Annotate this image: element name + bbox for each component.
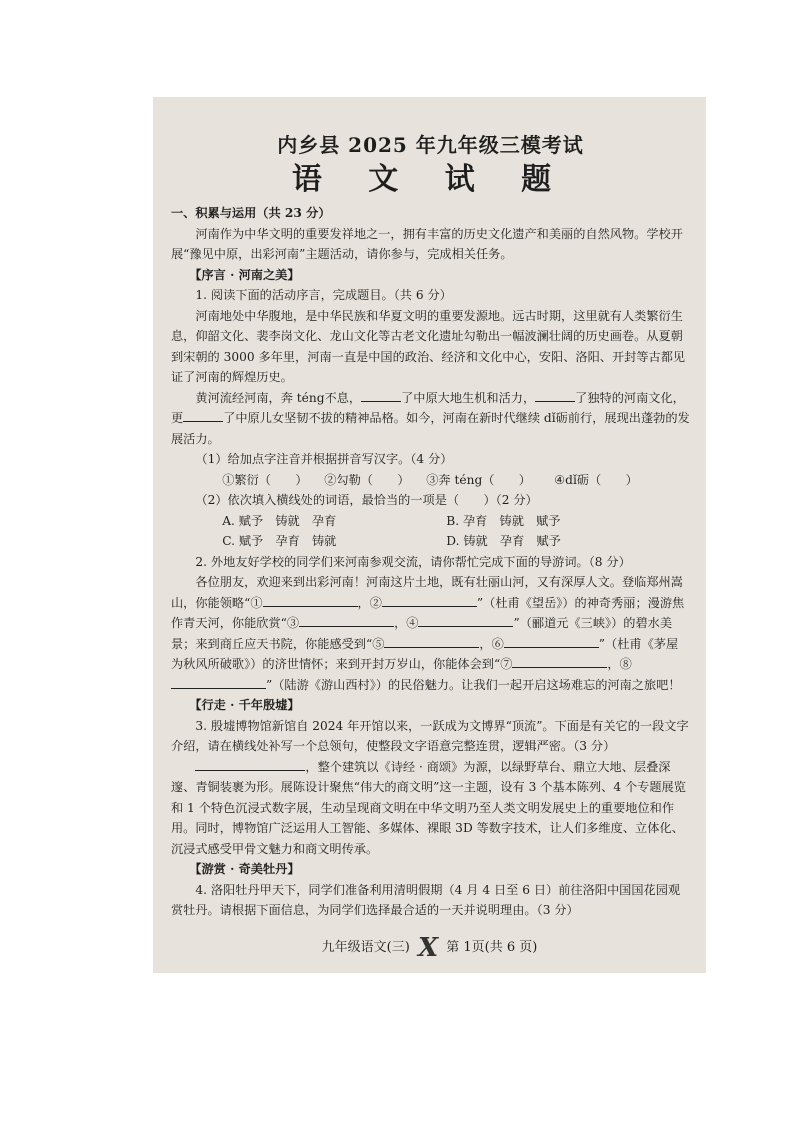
subject-title: 语 文 试 题: [291, 162, 570, 197]
choice-d: D. 铸就 孕育 赋予: [446, 534, 561, 548]
answer-blank: [535, 388, 575, 402]
choice-a: A. 赋予 铸就 孕育: [222, 513, 337, 528]
answer-blank: [263, 593, 358, 607]
question-1-stem: 1. 阅读下面的活动序言，完成题目。（共 6 分）: [195, 288, 452, 302]
exam-name: 内乡县 2025 年九年级三模考试: [277, 133, 584, 157]
answer-blank: [195, 757, 305, 771]
answer-blank: [299, 613, 394, 627]
publisher-logo: X: [417, 933, 439, 963]
question-2-stem: 2. 外地友好学校的同学们来河南参观交流，请你帮忙完成下面的导游词。（8 分）: [195, 554, 631, 569]
answer-blank: [382, 593, 477, 607]
exam-paper: [153, 97, 706, 973]
section-intro: 河南作为中华文明的重要发祥地之一，拥有丰富的历史文化遗产和美丽的自然风物。学校开展“豫见中原，出彩河南”主题活动，请你参与，完成相关任务。: [171, 226, 683, 261]
section-title: 一、积累与运用（共 23 分）: [171, 206, 331, 220]
answer-blank: [384, 634, 479, 648]
sub-question-2: （2）依次填入横线处的词语，最恰当的一项是（ ）（2 分）: [195, 493, 538, 507]
answer-blank: [361, 388, 401, 402]
choice-c: C. 赋予 孕育 铸就: [222, 534, 337, 548]
preface-paragraph-2: 黄河流经河南，奔 téng不息， 了中原大地生机和活力， 了独特的河南文化，更 了中原儿女坚韧不拔的精神品格。如今，河南在新时代继续 dǐ砺前行，展现出蓬勃的发展活力。: [171, 388, 690, 450]
question-3-stem: 3. 殷墟博物馆新馆自 2024 年开馆以来，一跃成为文博界“顶流”。下面是有关它的一段文字介绍，请在横线处补写一个总领句，使整段文字语意完整连贯，逻辑严密。（3 分）: [171, 718, 689, 753]
answer-blank: [183, 408, 223, 422]
choice-b: B. 孕育 铸就 赋予: [446, 513, 561, 528]
page-number: 第 1页(共 6 页): [446, 940, 538, 955]
question-4-stem: 4. 洛阳牡丹甲天下，同学们准备利用清明假期（4 月 4 日至 6 日）前往洛阳中国国花园观赏牡丹。请根据下面信息，为同学们选择最合适的一天并说明理由。（3 分）: [171, 882, 681, 917]
sub-question-1: （1）给加点字注音并根据拼音写汉字。（4 分）: [195, 452, 453, 466]
footer-subject: 九年级语文(三): [321, 940, 410, 955]
option-item: ③奔 téng（ ）: [426, 472, 531, 487]
part-heading-yinxu: 【行走 · 千年殷墟】: [189, 698, 300, 712]
answer-blank: [512, 654, 607, 668]
answer-blank: [504, 634, 599, 648]
page-footer: [153, 933, 706, 963]
pinyin-options: [171, 470, 690, 491]
guide-text: 各位朋友，欢迎来到出彩河南！河南这片土地，既有壮丽山河，又有深厚人文。登临郑州嵩山，你能领略“① ，② ”（杜甫《望岳》）的神奇秀丽；漫游焦作青天河，你能欣赏“③ ，④ ”（郦道元《三峡》）的碧水美景；来到商丘应天书院，你能感受到“⑤ ，⑥ ”（杜甫《茅屋为秋风所破歌》）的济世情怀；来到开封万岁山，你能体会到“⑦ ，⑧”（陆游《游山西村》）的民俗魅力。让我们一起开启这场难忘的河南之旅吧！: [171, 575, 685, 692]
part-heading-peony: 【游赏 · 奇美牡丹】: [189, 862, 300, 876]
answer-blank: [418, 613, 513, 627]
exam-content: [171, 203, 690, 921]
option-item: ④dǐ砺（ ）: [554, 472, 638, 487]
preface-paragraph-1: 河南地处中华腹地，是中华民族和华夏文明的重要发源地。远古时期，这里就有人类繁衍生息，仰韶文化、裴李岗文化、龙山文化等古老文化遗址勾勒出一幅波澜壮阔的历史画卷。从夏朝到宋朝的 3000 多年里，河南一直是中国的政治、经济和文化中心，安阳、洛阳、开封等古都见证了河南的辉煌历史。: [171, 308, 686, 384]
question-3-text: ，整个建筑以《诗经 · 商颂》为源，以绿野草台、鼎立大地、层叠深邃、青铜装裹为形。展陈设计聚焦“伟大的商文明”这一主题，设有 3 个基本陈列、4 个专题展览和 1 个特色沉浸式数字展，生动呈现商文明在中华文明乃至人类文明发展史上的重要地位和作用。同时，博物馆广泛运用人工智能、多媒体、裸眼 3D 等数字技术，让人们多维度、立体化、沉浸式感受甲骨文魅力和商文明传承。: [171, 757, 690, 860]
part-heading-preface: 【序言 · 河南之美】: [189, 267, 300, 282]
option-item: ②勾勒（ ）: [324, 472, 410, 487]
answer-blank: [171, 675, 266, 689]
choice-row: [171, 531, 690, 552]
choice-row: [171, 511, 690, 532]
option-item: ①繁衍（ ）: [222, 472, 308, 487]
